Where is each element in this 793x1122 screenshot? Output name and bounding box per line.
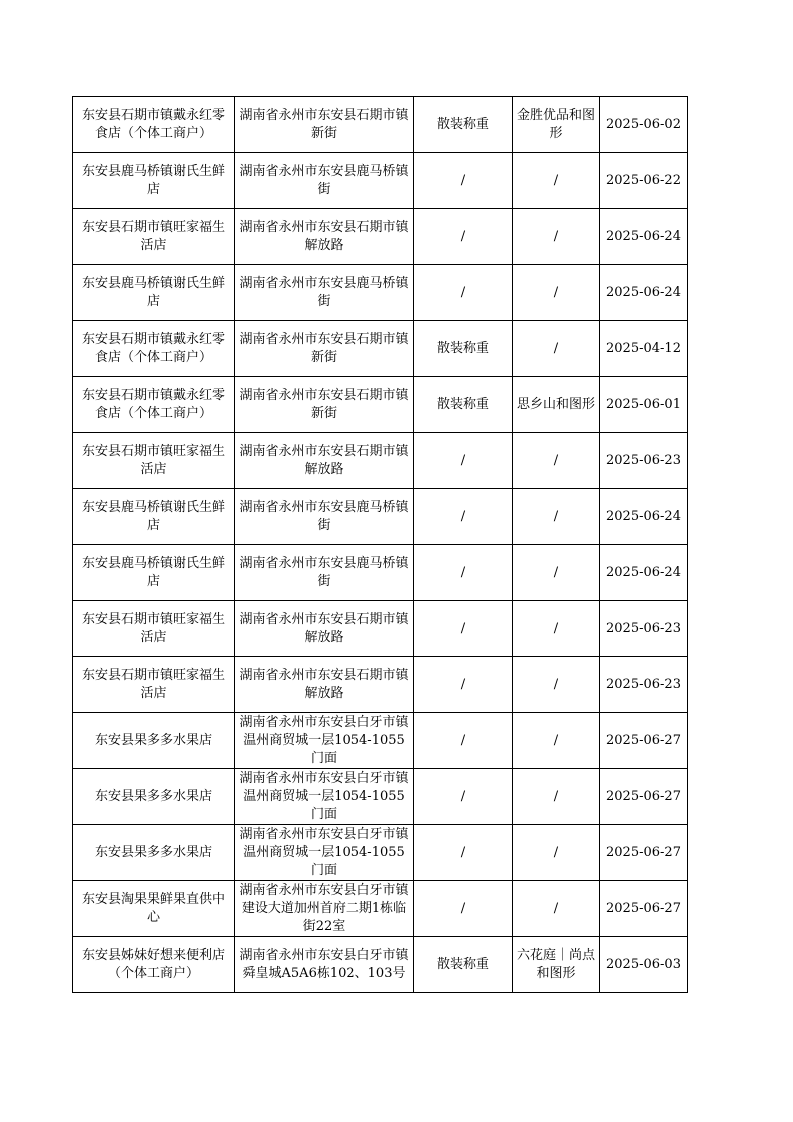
table-row <box>73 545 688 601</box>
brand-cell: 金胜优品和图形 <box>513 97 600 153</box>
date-cell: 2025-06-23 <box>600 657 688 713</box>
brand-cell: / <box>513 265 600 321</box>
spec-cell: / <box>414 153 513 209</box>
table-row <box>73 97 688 153</box>
brand-cell: / <box>513 769 600 825</box>
store-name-cell: 东安县果多多水果店 <box>73 825 235 881</box>
store-name-cell: 东安县石期市镇戴永红零食店（个体工商户） <box>73 97 235 153</box>
brand-cell: / <box>513 489 600 545</box>
table-row <box>73 377 688 433</box>
table-row <box>73 321 688 377</box>
brand-cell: / <box>513 209 600 265</box>
store-name-cell: 东安县姊妹好想来便利店（个体工商户） <box>73 937 235 993</box>
sampling-table <box>72 96 688 993</box>
spec-cell: / <box>414 545 513 601</box>
table-row <box>73 657 688 713</box>
store-name-cell: 东安县鹿马桥镇谢氏生鲜店 <box>73 153 235 209</box>
date-cell: 2025-06-27 <box>600 825 688 881</box>
address-cell: 湖南省永州市东安县鹿马桥镇街 <box>235 489 414 545</box>
spec-cell: 散装称重 <box>414 937 513 993</box>
spec-cell: / <box>414 769 513 825</box>
brand-cell: 思乡山和图形 <box>513 377 600 433</box>
date-cell: 2025-04-12 <box>600 321 688 377</box>
address-cell: 湖南省永州市东安县鹿马桥镇街 <box>235 153 414 209</box>
spec-cell: / <box>414 209 513 265</box>
date-cell: 2025-06-27 <box>600 881 688 937</box>
date-cell: 2025-06-23 <box>600 433 688 489</box>
date-cell: 2025-06-24 <box>600 265 688 321</box>
address-cell: 湖南省永州市东安县石期市镇新街 <box>235 321 414 377</box>
spec-cell: / <box>414 881 513 937</box>
spec-cell: / <box>414 489 513 545</box>
address-cell: 湖南省永州市东安县鹿马桥镇街 <box>235 265 414 321</box>
spec-cell: / <box>414 265 513 321</box>
date-cell: 2025-06-03 <box>600 937 688 993</box>
spec-cell: / <box>414 601 513 657</box>
store-name-cell: 东安县果多多水果店 <box>73 713 235 769</box>
date-cell: 2025-06-22 <box>600 153 688 209</box>
brand-cell: / <box>513 881 600 937</box>
table-row <box>73 769 688 825</box>
spec-cell: 散装称重 <box>414 377 513 433</box>
table-row <box>73 489 688 545</box>
brand-cell: / <box>513 321 600 377</box>
address-cell: 湖南省永州市东安县石期市镇新街 <box>235 97 414 153</box>
date-cell: 2025-06-27 <box>600 713 688 769</box>
table-row <box>73 825 688 881</box>
store-name-cell: 东安县石期市镇旺家福生活店 <box>73 209 235 265</box>
spec-cell: / <box>414 433 513 489</box>
store-name-cell: 东安县鹿马桥镇谢氏生鲜店 <box>73 545 235 601</box>
table-row <box>73 209 688 265</box>
address-cell: 湖南省永州市东安县石期市镇解放路 <box>235 601 414 657</box>
address-cell: 湖南省永州市东安县石期市镇解放路 <box>235 657 414 713</box>
spec-cell: / <box>414 825 513 881</box>
address-cell: 湖南省永州市东安县石期市镇新街 <box>235 377 414 433</box>
address-cell: 湖南省永州市东安县白牙市镇温州商贸城一层1054-1055门面 <box>235 769 414 825</box>
table-row <box>73 265 688 321</box>
brand-cell: / <box>513 545 600 601</box>
spec-cell: 散装称重 <box>414 97 513 153</box>
store-name-cell: 东安县石期市镇戴永红零食店（个体工商户） <box>73 321 235 377</box>
address-cell: 湖南省永州市东安县白牙市镇温州商贸城一层1054-1055门面 <box>235 825 414 881</box>
table-row <box>73 937 688 993</box>
date-cell: 2025-06-01 <box>600 377 688 433</box>
store-name-cell: 东安县果多多水果店 <box>73 769 235 825</box>
brand-cell: / <box>513 825 600 881</box>
brand-cell: 六花庭｜尚点和图形 <box>513 937 600 993</box>
address-cell: 湖南省永州市东安县白牙市镇温州商贸城一层1054-1055门面 <box>235 713 414 769</box>
date-cell: 2025-06-24 <box>600 545 688 601</box>
store-name-cell: 东安县石期市镇旺家福生活店 <box>73 657 235 713</box>
brand-cell: / <box>513 657 600 713</box>
brand-cell: / <box>513 433 600 489</box>
spec-cell: 散装称重 <box>414 321 513 377</box>
brand-cell: / <box>513 153 600 209</box>
store-name-cell: 东安县石期市镇旺家福生活店 <box>73 433 235 489</box>
spec-cell: / <box>414 713 513 769</box>
brand-cell: / <box>513 601 600 657</box>
store-name-cell: 东安县石期市镇旺家福生活店 <box>73 601 235 657</box>
date-cell: 2025-06-24 <box>600 489 688 545</box>
store-name-cell: 东安县鹿马桥镇谢氏生鲜店 <box>73 265 235 321</box>
address-cell: 湖南省永州市东安县白牙市镇舜皇城A5A6栋102、103号 <box>235 937 414 993</box>
table-row <box>73 153 688 209</box>
date-cell: 2025-06-02 <box>600 97 688 153</box>
address-cell: 湖南省永州市东安县石期市镇解放路 <box>235 209 414 265</box>
address-cell: 湖南省永州市东安县白牙市镇建设大道加州首府二期1栋临街22室 <box>235 881 414 937</box>
address-cell: 湖南省永州市东安县鹿马桥镇街 <box>235 545 414 601</box>
store-name-cell: 东安县鹿马桥镇谢氏生鲜店 <box>73 489 235 545</box>
table-row <box>73 713 688 769</box>
brand-cell: / <box>513 713 600 769</box>
date-cell: 2025-06-24 <box>600 209 688 265</box>
table-body <box>73 97 688 993</box>
table-row <box>73 433 688 489</box>
address-cell: 湖南省永州市东安县石期市镇解放路 <box>235 433 414 489</box>
table-row <box>73 601 688 657</box>
spec-cell: / <box>414 657 513 713</box>
table-row <box>73 881 688 937</box>
store-name-cell: 东安县淘果果鲜果直供中心 <box>73 881 235 937</box>
date-cell: 2025-06-23 <box>600 601 688 657</box>
date-cell: 2025-06-27 <box>600 769 688 825</box>
store-name-cell: 东安县石期市镇戴永红零食店（个体工商户） <box>73 377 235 433</box>
